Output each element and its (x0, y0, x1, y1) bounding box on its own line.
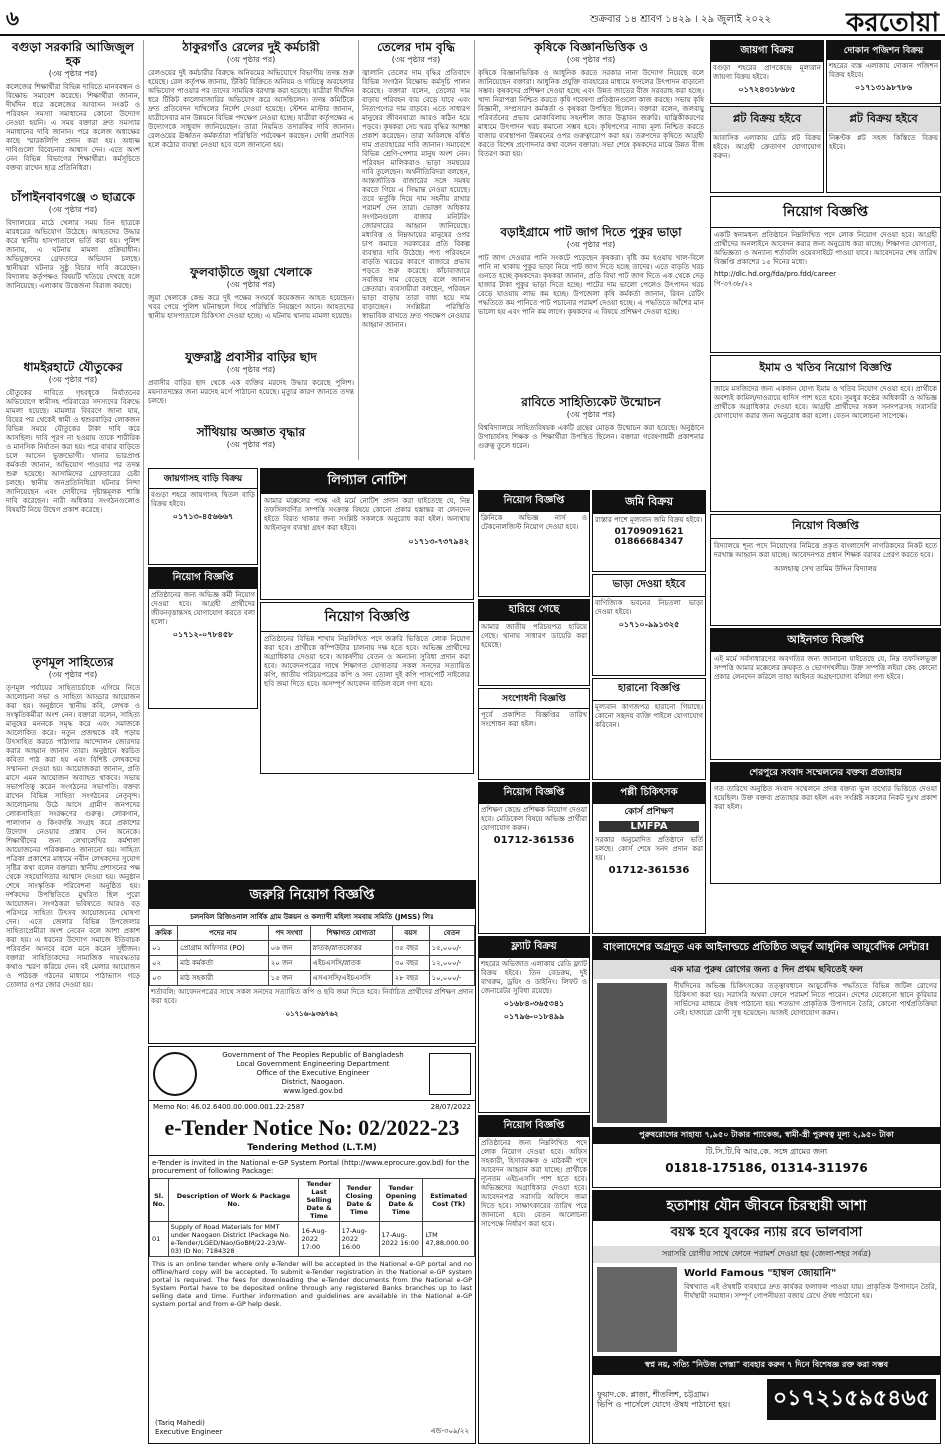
ad-niyog-left (148, 567, 258, 709)
ad-body: আবাসিক এলাকায় রেডি প্লট বিক্রয় হইবে। আগ্রহী ক্রেতাগণ যোগাযোগ করুন। (713, 134, 821, 160)
article-teler-dam (362, 40, 470, 460)
ad-vara (592, 574, 706, 676)
article-bogura-azizul-haque (6, 40, 140, 185)
ad-sherpur-press (710, 762, 941, 884)
tender-table (149, 1178, 475, 1257)
article-headline: তৃণমূল সাহিত্যের (32, 655, 114, 669)
article-rabi (478, 395, 704, 475)
article-headline: চাঁপাইনবাবগঞ্জে ৩ ছাত্রকে (11, 190, 135, 204)
signer-title: Executive Engineer (155, 1428, 223, 1436)
table-cell: ০৩ (150, 971, 178, 986)
table-cell: 17-Aug-2022 16:00 (339, 1222, 379, 1257)
memo-number: Memo No: 46.02.6400.00.000.001.22-2587 (153, 1103, 305, 1111)
ad-body: প্রশিক্ষণ কেন্দ্রে প্রশিক্ষক নিয়োগ দেওয়া হবে। মেডিকেল বিষয়ে অভিজ্ঞ প্রার্থীরা যোগাযোগ করুন। (481, 806, 587, 832)
ad-title: আইনগত বিজ্ঞপ্তি (711, 629, 940, 652)
ad-subtitle: চলনবিল রিজিওনাল সার্বিক গ্রাম উন্নয়ন ও কল্যাণী মহিলা সমবায় সমিতি (JMSS) লিঃ (190, 913, 434, 921)
portrait-icon (429, 1053, 471, 1095)
article-usa-probashi (148, 350, 354, 420)
article-body: যৌতুকের দাবিতে গৃহবধূকে নির্যাতনের অভিযোগে স্বামীসহ পরিবারের সদস্যদের বিরুদ্ধে মামলা হয়েছে। মামলার বিবরণে জানা যায়, বিয়ের পর থেকেই স্বামী ও শ্বশুরবাড়ির লোকজন বিভিন্ন সময়ে যৌতুকের টাকা দাবি করে আসছিল। দাবি পূরণ না হওয়ায় তাকে শারীরিক ও মানসিক নির্যাতন করা হয়। পরে বাবার বাড়িতে চলে আসেন ভুক্তভোগী। থানার ভারপ্রাপ্ত কর্মকর্তা জানান, অভিযোগ পাওয়ার পর তদন্ত শুরু হয়েছে। আসামিদের গ্রেফতারের চেষ্টা চলছে। স্থানীয় জনপ্রতিনিধিরা ঘটনার নিন্দা জানিয়েছেন এবং দোষীদের দৃষ্টান্তমূলক শাস্তি দাবি করেছেন। নারী অধিকার সংগঠনগুলোও বিষয়টি নিয়ে উদ্বেগ প্রকাশ করেছে। (6, 389, 140, 514)
ad-title: নিয়োগ বিজ্ঞপ্তি (261, 603, 473, 632)
table-header: শিক্ষাগত যোগ্যতা (310, 926, 392, 941)
table-row (150, 971, 475, 986)
ad-niyog-main (710, 196, 941, 353)
table-cell: এইচএসসি/স্নাতক (310, 956, 392, 971)
ad-title: হারানো বিজ্ঞপ্তি (593, 679, 705, 701)
table-cell: স্নাতক/স্নাতকোত্তর (310, 941, 392, 956)
column-divider (143, 40, 144, 880)
ad-songsodhoni (478, 688, 590, 780)
product-image (597, 983, 667, 1123)
table-header-row (150, 1179, 475, 1222)
article-boraigram (478, 225, 704, 390)
table-cell: 16-Aug-2022 17:00 (299, 1222, 339, 1257)
page-number: ৬ (6, 6, 20, 30)
ad-niyog-c5b (478, 782, 590, 934)
ad-polli-chikitsok (592, 782, 706, 934)
column-divider (474, 40, 475, 460)
ad-niyog-c5 (478, 490, 590, 597)
article-body: কলেজের শিক্ষার্থীরা বিভিন্ন দাবিতে মানববন্ধন ও বিক্ষোভ সমাবেশ করেছে। শিক্ষার্থীরা জানান, দীর্ঘদিন ধরে কলেজের আবাসন সংকট ও পরিবহন সমস্যা সমাধানের কোনো উদ্যোগ নেওয়া হয়নি। এ সময় বক্তারা দ্রুত সমস্যার সমাধানের দাবি জানান। পরে কলেজ অধ্যক্ষের কাছে স্মারকলিপি প্রদান করা হয়। অধ্যক্ষ দাবিগুলো বিবেচনার আশ্বাস দেন। এতে অংশ নেন বিভিন্ন বিভাগের শিক্ষার্থীরা। কর্মসূচিতে বক্তব্য রাখেন ছাত্র প্রতিনিধিরা। (6, 83, 140, 172)
ad-plot-bikroy-2 (826, 106, 941, 193)
article-continuation: (৩য় পৃষ্ঠার পর) (226, 365, 276, 374)
ad-body: বিশ্বখ্যাত এই ঔষধটি ব্যবহারে দ্রুত কার্যকর ফলাফল পাওয়া যায়। প্রাকৃতিক উপাদানে তৈরি, দীর্ঘস্থায়ী সমাধান। সম্পূর্ণ গোপনীয়তা বজায় রেখে ঔষধ পাঠানো হয়। (684, 1283, 937, 1300)
ad-phone-1: ০১৬৮৪-৩৬৫৩৪১ (503, 999, 565, 1008)
ad-body: নিষ্কণ্টক প্লট সহজ কিস্তিতে বিক্রয় হইবে। (829, 134, 938, 151)
ad-body: ক্লিনিকে অভিজ্ঞ নার্স ও টেকনোলজিস্ট নিয়োগ দেওয়া হবে। (481, 514, 587, 531)
ad-title: নিয়োগ বিজ্ঞপ্তি (149, 568, 257, 589)
ad-price: পুরুষরোগের সাহায্য ৭,৯৫০ টাকার প্যাকেজ, স্বামী-স্ত্রী পুরুষত্ব মূল্য ২,৯৫০ টাকা (593, 1127, 940, 1144)
tender-ref: এন্ড-৩০৯/২২ (430, 1427, 469, 1435)
ad-title: ভাড়া দেওয়া হইবে (593, 575, 705, 597)
ad-course-code: LMFPA (599, 821, 699, 832)
article-headline: বড়াইগ্রামে পাট জাগ দিতে পুকুর ভাড়া (500, 225, 682, 239)
ad-niyog-c5c (478, 1115, 590, 1444)
column-divider (358, 40, 359, 460)
article-body: বিশ্ববিদ্যালয়ে সাহিত্যবিষয়ক একটি গ্রন্থের মোড়ক উন্মোচন করা হয়েছে। অনুষ্ঠানে উপাচার্যসহ শিক্ষক ও শিক্ষার্থীরা উপস্থিত ছিলেন। বক্তারা গবেষণাধর্মী প্রকাশনার গুরুত্ব তুলে ধরেন। (478, 424, 704, 450)
article-body: তৃণমূল পর্যায়ের সাহিত্যচর্চাকে এগিয়ে নিতে আলোচনা সভা ও সাহিত্য আড্ডার আয়োজন করা হয়। অনুষ্ঠানে স্থানীয় কবি, লেখক ও সংস্কৃতিকর্মীরা অংশ নেন। বক্তারা বলেন, সাহিত্য মানুষের মননকে সমৃদ্ধ করে এবং সমাজকে আলোকিত করে। নতুন প্রজন্মকে বই পড়ায় উৎসাহিত করতে পাঠাগার আন্দোলন জোরদার করার আহ্বান জানান তারা। অনুষ্ঠানে স্বরচিত কবিতা পাঠ করা হয় এবং বিশিষ্ট লেখকদের সম্মাননা দেওয়া হয়। আয়োজকরা জানান, প্রতি মাসে এমন আয়োজন অব্যাহত থাকবে। সভায় সভাপতিত্ব করেন সংগঠনের সভাপতি। বক্তব্য রাখেন বিভিন্ন সাহিত্য সংগঠনের নেতৃবৃন্দ। আলোচনায় উঠে আসে গ্রামীণ জনপদের লোকসাহিত্য সংরক্ষণের গুরুত্ব। লোকগান, পালাগান ও কিংবদন্তি সংগ্রহ করে প্রকাশের উদ্যোগ নেওয়ার প্রস্তাব দেন অনেকে। শিক্ষার্থীদের জন্য লেখালেখির কর্মশালা আয়োজনের পরিকল্পনাও জানানো হয়। সাহিত্য পত্রিকা প্রকাশের মাধ্যমে নবীন লেখকদের সুযোগ সৃষ্টির কথা বলেন বক্তারা। স্থানীয় প্রশাসনের পক্ষ থেকে সহযোগিতার আশ্বাস দেওয়া হয়। অনুষ্ঠান শেষে সাংস্কৃতিক পরিবেশনা অনুষ্ঠিত হয়। দর্শকদের উপস্থিতিতে মুখরিত ছিল পুরো আয়োজন। সংগঠকরা ভবিষ্যতে আরও বড় পরিসরে সাহিত্য উৎসব আয়োজনের ঘোষণা দেন। এতে জেলার বিভিন্ন উপজেলার সাহিত্যপ্রেমীরা অংশ নেবেন বলে আশা প্রকাশ করা হয়। এ ধরনের উদ্যোগ সমাজে ইতিবাচক পরিবর্তন আনবে বলে মনে করেন সুধীজন। বক্তারা সাহিত্যিকদের সামাজিক দায়বদ্ধতার কথাও স্মরণ করিয়ে দেন। বই মেলার আয়োজন ও পাঠচক্র গঠনের মাধ্যমে পাঠাভ্যাস গড়ে তোলার ওপর জোর দেওয়া হয়। (6, 684, 140, 989)
ad-body: পূর্বে প্রকাশিত বিজ্ঞপ্তির তারিখ সংশোধন করা হইল। (481, 711, 587, 728)
ad-line: সরাসরি রোগীর সাথে ফোনে পরামর্শ দেওয়া হয় (জেলা-শহর সর্বত্র) (593, 1246, 940, 1263)
article-body: বিদ্যালয়ের মাঠে খেলার সময় তিন ছাত্রকে মারধরের অভিযোগ উঠেছে। আহতদের উদ্ধার করে স্থানীয় হাসপাতালে ভর্তি করা হয়। পুলিশ জানায়, এ ঘটনায় মামলা প্রক্রিয়াধীন। অভিযুক্তদের গ্রেফতারে অভিযান চলছে। স্থানীয়রা ঘটনার সুষ্ঠু বিচার দাবি করেছেন। বিদ্যালয় কর্তৃপক্ষও বিষয়টি খতিয়ে দেখছে বলে জানিয়েছে। এলাকায় উত্তেজনা বিরাজ করছে। (6, 219, 140, 290)
ad-body: আমার জাতীয় পরিচয়পত্র হারিয়ে গেছে। থানায় সাধারণ ডায়েরি করা হয়েছে। (481, 623, 587, 649)
ad-harano (592, 678, 706, 780)
article-continuation: (৩য় পৃষ্ঠার পর) (226, 280, 276, 289)
ad-phone-2: ০১৭৯৬-০১৮৪৯৯ (503, 1012, 565, 1021)
table-cell: ১২,০০০/- (429, 956, 474, 971)
table-row (150, 941, 475, 956)
article-continuation: (৩য় পৃষ্ঠার পর) (566, 55, 616, 64)
ad-hotasha (592, 1190, 941, 1444)
table-header: Description of Work & Package No. (168, 1179, 299, 1222)
table-cell: এসএসসি/এইচএসসি (310, 971, 392, 986)
article-headline: কৃষিকে বিজ্ঞানভিত্তিক ও (534, 40, 648, 54)
ad-body: এই মর্মে সর্বসাধারণের অবগতির জন্য জানানো যাইতেছে যে, নিম্ন তফসিলভুক্ত সম্পত্তি আমার মক্কেলের ক্রয়কৃত ও ভোগদখলীয়। উক্ত সম্পত্তি লইয়া কেহ কোনো প্রকার লেনদেন করিলে তাহা আইনত অগ্রহণযোগ্য বলিয়া গণ্য হইবে। (714, 655, 937, 681)
ad-title: জায়গা বিক্রয় (711, 41, 823, 62)
table-cell: ১০,০০০/- (429, 971, 474, 986)
table-cell: ৩৫ বছর (392, 941, 429, 956)
tender-header (149, 1047, 475, 1101)
article-fulbari (148, 265, 354, 345)
ad-title: হারিয়ে গেছে (479, 600, 589, 621)
table-header: বয়স (392, 926, 429, 941)
ad-address: ফুয়াদ.কে. প্লাজা, শীতলিশ, চট্টগ্রাম। (597, 1389, 709, 1399)
tender-date: 28/07/2022 (430, 1103, 471, 1111)
ad-body: বগুড়া শহরের প্রাণকেন্দ্রে মূল্যবান জায়গা বিক্রয় হইবে। (713, 64, 821, 81)
ad-legal-notice (260, 468, 474, 600)
ad-imam-khatib (710, 355, 941, 512)
page-header (0, 0, 945, 36)
article-headline: ঠাকুরগাঁও রেলের দুই কর্মচারী (182, 40, 320, 54)
table-cell: ০৬ জন (268, 941, 310, 956)
ad-harie-geche (478, 599, 590, 686)
table-cell: ১৫ জন (268, 971, 310, 986)
ad-body: দীর্ঘদিনের অভিজ্ঞ চিকিৎসকের তত্ত্বাবধানে আয়ুর্বেদিক পদ্ধতিতে বিভিন্ন জটিল রোগের চিকিৎসা করা হয়। সরাসরি অথবা ফোনে পরামর্শ নিতে পারেন। দেশের যেকোনো স্থানে কুরিয়ার সার্ভিসের মাধ্যমে ঔষধ পাঠানো হয়। শতভাগ প্রাকৃতিক উপাদানে তৈরি, কোনো পার্শ্বপ্রতিক্রিয়া নেই। হাজারো রোগী সুস্থ হয়েছেন। আজই যোগাযোগ করুন। (674, 982, 937, 1017)
article-krishi (478, 40, 704, 220)
ad-phone: 01818-175186, 01314-311976 (665, 1161, 868, 1175)
ad-body: প্রতিষ্ঠানের বিভিন্ন শাখায় নিম্নলিখিত পদে জরুরি ভিত্তিতে লোক নিয়োগ করা হবে। প্রার্থীকে কম্পিউটার চালনায় দক্ষ হতে হবে। অভিজ্ঞ প্রার্থীদের অগ্রাধিকার দেওয়া হবে। আকর্ষণীয় বেতন ও অন্যান্য সুবিধা প্রদান করা হবে। আবেদনপত্রের সাথে শিক্ষাগত যোগ্যতার সকল সনদের সত্যায়িত কপি, জাতীয় পরিচয়পত্রের কপি ও সদ্য তোলা দুই কপি পাসপোর্ট সাইজের ছবি জমা দিতে হবে। অসম্পূর্ণ আবেদন বাতিল বলে গণ্য হবে। (264, 635, 470, 688)
ad-jayga-bikroy (710, 40, 824, 104)
ad-title: ফ্ল্যাট বিক্রয় (479, 937, 589, 958)
ad-title: নিয়োগ বিজ্ঞপ্তি (711, 515, 940, 539)
ad-strip: স্বপ্ন নয়, সত্যি "নিউজ পেস্তা" ব্যবহার করুন ৭ দিনে বিশেষজ্ঞ রক্ত করা সম্ভব (593, 1356, 940, 1375)
gov-line-2: Local Government Engineering Department (236, 1060, 390, 1068)
table-cell: ১৫,০০০/- (429, 941, 474, 956)
ad-url: http://dlc.hd.org/fda/pro.fdd/career (714, 270, 837, 278)
ad-title: দোকান পজিশন বিক্রয় (827, 41, 940, 60)
article-continuation: (৩য় পৃষ্ঠার পর) (48, 375, 98, 384)
table-row (150, 1222, 475, 1257)
ad-body: শহরের অভিজাত এলাকায় রেডি ফ্ল্যাট বিক্রয় হইবে। তিন বেডরুম, দুই বাথরুম, ড্রয়িং ও ডাইনিং। লিফট ও জেনারেটর সুবিধা রয়েছে। (481, 960, 587, 995)
table-cell: ২৮ বছর (392, 971, 429, 986)
ad-jaygasoh-bari (148, 468, 258, 565)
table-cell: ২০ জন (268, 956, 310, 971)
ad-phone: 01712-361536 (608, 865, 690, 876)
article-headline: রাবিতে সাহিত্যিকেট উন্মোচন (521, 395, 661, 409)
table-cell: 17-Aug-2022 16:00 (379, 1222, 423, 1257)
table-header: Tender Closing Date & Time (339, 1179, 379, 1222)
ad-title: বাংলাদেশের অগ্রদূত এক আইনাল্ডচে প্রতিষ্ঠিত অভূর্ব আধুনিক আয়ুর্বেদিক সেন্টার! (593, 937, 940, 960)
table-cell: ৩০ বছর (392, 956, 429, 971)
ad-title: জমি বিক্রয় (593, 491, 705, 514)
table-header: Estimated Cost (Tk) (423, 1179, 475, 1222)
article-continuation: (৩য় পৃষ্ঠার পর) (226, 55, 276, 64)
ad-subtitle: এক মাত্র পুরুষ রোগের জন্য ৫ দিন প্রথম ছবিতেই ফল (593, 960, 940, 979)
table-cell: ০১ (150, 941, 178, 956)
ad-title: নিয়োগ বিজ্ঞপ্তি (711, 197, 940, 228)
ad-body: বিদ্যালয়ে শূন্য পদে নিয়োগের নিমিত্তে প্রকৃত বাংলাদেশি নাগরিকদের নিকট হতে দরখাস্ত আহ্বান করা যাচ্ছে। আবেদনপত্র প্রধান শিক্ষক বরাবর প্রেরণ করতে হবে। (714, 542, 937, 559)
tender-body: This is an online tender where only e-Tender will be accepted in the National e-GP portal and no offline/hard copy will be accepted. To submit e-Tender registration in the National e-GP system portal is required. The fees for downloading the e-Tender documents from the National e-GP System Portal have to be deposited online through any registered Banks branches up to last selling date and time. Further information and guidelines are available in the National e-GP system portal and from e-GP help desk. (152, 1260, 472, 1308)
table-header: পদ সংখ্যা (268, 926, 310, 941)
ad-phone: 01712-361536 (493, 835, 575, 846)
article-chapainawabganj (6, 190, 140, 355)
ad-title: নিয়োগ বিজ্ঞপ্তি (479, 491, 589, 512)
ad-body: একটি স্বনামধন্য প্রতিষ্ঠানে নিম্নলিখিত পদে লোক নিয়োগ দেওয়া হবে। আগ্রহী প্রার্থীদের অনলাইনে আবেদন করার জন্য অনুরোধ করা যাচ্ছে। শিক্ষাগত যোগ্যতা, অভিজ্ঞতা ও অন্যান্য শর্তাবলি ওয়েবসাইটে পাওয়া যাবে। আবেদনের শেষ তারিখ বিজ্ঞপ্তি প্রকাশের ১৫ দিনের মধ্যে। (714, 231, 937, 266)
issue-date: শুক্রবার ১৪ শ্রাবণ ১৪২৯ । ২৯ জুলাই ২০২২ (590, 14, 771, 25)
tender-title: e-Tender Notice No: 02/2022-23 (164, 1115, 460, 1140)
ad-phone: ০১৭১৩১৯৮৭৮৬ (854, 83, 913, 92)
article-continuation: (৩য় পৃষ্ঠার পর) (226, 440, 276, 449)
ad-subtitle: বয়স্ক হবে যুবকের ন্যায় রবে ভালবাসা (670, 1225, 863, 1240)
ad-title: হতাশায় যৌন জীবনে চিরস্থায়ী আশা (593, 1191, 940, 1221)
masthead: করতোয়া (846, 8, 939, 38)
ad-title: সংশোধনী বিজ্ঞপ্তি (479, 689, 589, 709)
table-header: Tender Last Selling Date & Time (299, 1179, 339, 1222)
jmss-table (149, 925, 475, 986)
table-cell: Supply of Road Materials for MMT under Naogaon District (Package No. e-Tender/LGED/Nao/GoBM/22-23/W-03) ID No: 7184328 (168, 1222, 299, 1257)
ad-subtitle: কোর্স প্রশিক্ষণ (624, 807, 674, 817)
bangladesh-emblem-icon (153, 1052, 197, 1096)
ad-jomi-bikroy (592, 490, 706, 572)
article-headline: ফুলবাড়ীতে জুয়া খেলাকে (190, 265, 312, 279)
ad-lged-etender (148, 1046, 476, 1444)
ad-delivery: ভিপি ও পার্সেলে যোগে ঔষধ পাঠানো হয়। (597, 1399, 731, 1409)
gov-line-1: Government of The Peoples Republic of Bangladesh (222, 1051, 404, 1059)
ad-title: লিগ্যাল নোটিশ (261, 469, 473, 494)
ad-title: জায়গাসহ বাড়ি বিক্রয় (149, 469, 257, 489)
article-headline: যুক্তরাষ্ট্র প্রবাসীর বাড়ির ছাদ (185, 350, 317, 364)
article-body: রেলওয়ের দুই কর্মচারীর বিরুদ্ধে অনিয়মের অভিযোগে বিভাগীয় তদন্ত শুরু হয়েছে। রেল কর্তৃপক্ষ জানায়, টিকিট বিক্রিতে অনিয়ম ও দায়িত্বে অবহেলার অভিযোগ পাওয়ার পর তাদের সাময়িক বরখাস্ত করা হয়েছে। যাত্রীরা দীর্ঘদিন ধরে টিকিট কালোবাজারির অভিযোগ করে আসছিলেন। তদন্ত কমিটিকে দ্রুত প্রতিবেদন দাখিলের নির্দেশ দেওয়া হয়েছে। স্টেশন মাস্টার জানান, যাত্রীসেবার মান উন্নয়নে বিভিন্ন পদক্ষেপ নেওয়া হচ্ছে। যাত্রীরা কর্তৃপক্ষের এ উদ্যোগকে সাধুবাদ জানিয়েছেন। তারা নিয়মিত তদারকির দাবি জানান। রেলওয়ের ঊর্ধ্বতন কর্মকর্তারা পরিস্থিতি পর্যবেক্ষণ করছেন। দোষী প্রমাণিত হলে কঠোর ব্যবস্থা নেওয়া হবে বলে জানানো হয়। (148, 69, 354, 149)
article-body: প্রবাসীর বাড়ির ছাদ থেকে এক ব্যক্তির মরদেহ উদ্ধার করেছে পুলিশ। ময়নাতদন্তের জন্য মরদেহ মর্গে পাঠানো হয়েছে। মৃত্যুর কারণ জানতে তদন্ত চলছে। (148, 379, 354, 405)
tender-method: Tendering Method (L.T.M) (149, 1143, 475, 1156)
ad-title: প্লট বিক্রয় হইবে (827, 107, 940, 132)
article-headline: তেলের দাম বৃদ্ধি (377, 40, 455, 54)
signer-name: (Tariq Mahedi) (155, 1419, 205, 1427)
ad-phone: ০১৭১০-৯৯১৩২৫ (618, 620, 680, 629)
ad-brand: World Famous "হাম্বল জোয়ানি" (684, 1268, 837, 1279)
article-trinomul-sahitya (6, 655, 140, 1440)
article-continuation: (৩য় পৃষ্ঠার পর) (566, 410, 616, 419)
ad-plot-bikroy-1 (710, 106, 824, 193)
ad-title: শেরপুরে সংবাদ সম্মেলনের বক্তব্য প্রত্যাহার (711, 763, 940, 782)
ad-title: ইমাম ও খতিব নিয়োগ বিজ্ঞপ্তি (711, 356, 940, 382)
table-cell: LTM 47,88,000.00 (423, 1222, 475, 1257)
article-body: জ্বালানি তেলের দাম বৃদ্ধির প্রতিবাদে বিভিন্ন সংগঠন বিক্ষোভ কর্মসূচি পালন করেছে। বক্তারা বলেন, তেলের দাম বাড়ায় পরিবহন ব্যয় বেড়ে যাবে এবং নিত্যপণ্যের দাম বাড়বে। এতে সাধারণ মানুষের জীবনযাত্রা আরও কঠিন হয়ে পড়বে। কৃষকরা সেচ খরচ বৃদ্ধির আশঙ্কা প্রকাশ করেছেন। তারা অবিলম্বে বর্ধিত দাম প্রত্যাহারের দাবি জানান। সমাবেশে বিভিন্ন শ্রেণি-পেশার মানুষ অংশ নেন। পরিবহন মালিকরাও ভাড়া সমন্বয়ের দাবি তুলেছেন। অর্থনীতিবিদরা বলছেন, আন্তর্জাতিক বাজারের সঙ্গে সমন্বয় করতে গিয়ে এ সিদ্ধান্ত নেওয়া হয়েছে। তবে ভর্তুকি দিয়ে দাম সহনীয় রাখার পরামর্শ দেন তারা। ভোক্তা অধিকার সংগঠনগুলো বাজার মনিটরিং জোরদারের আহ্বান জানিয়েছে। মধ্যবিত্ত ও নিম্নআয়ের মানুষের ওপর চাপ কমাতে সরকারের প্রতি বিকল্প ব্যবস্থার দাবি উঠেছে। পণ্য পরিবহনে বাড়তি খরচের কারণে বাজারে প্রভাব পড়তে শুরু করেছে। কাঁচাবাজারে সবজির দাম বেড়েছে বলে জানান ক্রেতারা। ব্যবসায়ীরা বলছেন, পরিবহন ভাড়া বাড়ায় তারা বাধ্য হয়ে দাম বাড়াচ্ছেন। সংশ্লিষ্টরা পরিস্থিতি স্বাভাবিক রাখতে দ্রুত পদক্ষেপ নেওয়ার আহ্বান জানান। (362, 69, 470, 329)
article-body: কৃষিকে বিজ্ঞানভিত্তিক ও আধুনিক করতে সরকার নানা উদ্যোগ নিয়েছে বলে জানিয়েছেন বক্তারা। আধুনিক প্রযুক্তি ব্যবহারের মাধ্যমে ফসলের উৎপাদন বাড়ানো সম্ভব। কৃষকদের প্রশিক্ষণ দেওয়া হচ্ছে এবং উন্নত জাতের বীজ সরবরাহ করা হচ্ছে। খাদ্য নিরাপত্তা নিশ্চিত করতে কৃষি গবেষণা প্রতিষ্ঠানগুলো কাজ করছে। সভায় কৃষি বিজ্ঞানী, সম্প্রসারণ কর্মকর্তা ও কৃষকরা উপস্থিত ছিলেন। বক্তারা বলেন, জলবায়ু পরিবর্তনের প্রভাব মোকাবিলায় সহনশীল জাত উদ্ভাবন জরুরি। যান্ত্রিকীকরণের মাধ্যমে উৎপাদন খরচ কমানো সম্ভব হবে। কৃষিপণ্যের ন্যায্য মূল্য নিশ্চিত করতে বাজার ব্যবস্থাপনা উন্নয়নের ওপর গুরুত্বারোপ করা হয়। তরুণদের কৃষিতে আগ্রহী করতে বিশেষ প্রণোদনার কথা বলেন বক্তারা। সভা শেষে কৃষকদের মাঝে উন্নত বীজ বিতরণ করা হয়। (478, 69, 704, 158)
tender-intro: e-Tender is invited in the National e-GP System Portal (http://www.eprocure.gov.bd) for the procurement of following Package: (152, 1159, 470, 1175)
ad-phone: ০১৭২৪৩১৮৬৮৫ (738, 85, 796, 94)
ad-title: নিয়োগ বিজ্ঞপ্তি (479, 1116, 589, 1137)
ad-body: গত তারিখে অনুষ্ঠিত সংবাদ সম্মেলনে প্রদত্ত বক্তব্য ভুল তথ্যের ভিত্তিতে দেওয়া হয়েছিল। উক্ত বক্তব্য প্রত্যাহার করা হইল এবং সংশ্লিষ্ট সকলের নিকট দুঃখ প্রকাশ করা হইল। (714, 785, 937, 811)
table-row (150, 956, 475, 971)
table-header: Tender Opening Date & Time (379, 1179, 423, 1222)
ad-body: শর্তাবলি: আবেদনপত্রের সাথে সকল সনদের সত্যায়িত কপি ও ছবি জমা দিতে হবে। নির্বাচিত প্রার্থীদের প্রশিক্ষণ প্রদান করা হবে। (151, 988, 473, 1005)
table-cell: ০২ (150, 956, 178, 971)
ad-phone: ০১৭১৩-৪৫৬৬৬৭ (172, 512, 234, 521)
ad-flat-bikroy (478, 936, 590, 1113)
ad-body: শহরের ব্যস্ত এলাকায় দোকান পজিশন বিক্রয় হইবে। (829, 62, 938, 79)
ad-body: প্রতিষ্ঠানের জন্য নিম্নলিখিত পদে লোক নিয়োগ দেওয়া হবে। অফিস সহকারী, হিসাবরক্ষক ও মাঠকর্মী পদে আবেদন আহ্বান করা যাচ্ছে। প্রার্থীকে ন্যূনতম এইচএসসি পাশ হতে হবে। অভিজ্ঞদের অগ্রাধিকার দেওয়া হবে। আবেদনপত্র সরাসরি অফিসে জমা দিতে হবে। সাক্ষাৎকারের তারিখ পরে জানানো হবে। বেতন আলোচনা সাপেক্ষে নির্ধারণ করা হবে। (481, 1139, 587, 1228)
ad-niyog-school (710, 514, 941, 626)
article-continuation: (৩য় পৃষ্ঠার পর) (48, 69, 98, 78)
article-santhia (148, 425, 354, 465)
ad-title: নিয়োগ বিজ্ঞপ্তি (479, 783, 589, 804)
article-headline: ধামইরহাটে যৌতুকের (23, 360, 123, 374)
ad-body: প্রতিষ্ঠানের জন্য অভিজ্ঞ কর্মী নিয়োগ দেওয়া হবে। আগ্রহী প্রার্থীদের জীবনবৃত্তান্তসহ যোগাযোগ করতে বলা হলো। (151, 591, 256, 626)
ad-body: জামে মসজিদের জন্য একজন যোগ্য ইমাম ও খতিব নিয়োগ দেওয়া হবে। প্রার্থীকে অবশ্যই কামিল/দাওরায়ে হাদিস পাশ হতে হবে। সুমধুর কণ্ঠের অধিকারী ও অভিজ্ঞ প্রার্থীকে অগ্রাধিকার দেওয়া হবে। আগ্রহী প্রার্থীদের সকল সনদপত্রসহ সরাসরি যোগাযোগ করার জন্য অনুরোধ করা হলো। বেতন আলোচনা সাপেক্ষে। (714, 385, 937, 420)
article-headline: সাঁথিয়ায় অজ্ঞাত বৃদ্ধার (196, 425, 306, 439)
article-continuation: (৩য় পৃষ্ঠার পর) (48, 670, 98, 679)
product-image (597, 1267, 677, 1352)
ad-ayurvedic-center (592, 936, 941, 1188)
article-body: পাট জাগ দেওয়ার পানি সংকটে পড়েছেন কৃষকরা। বৃষ্টি কম হওয়ায় খাল-বিলে পানি না থাকায় পুকুর ভাড়া নিয়ে পাট জাগ দিতে হচ্ছে তাদের। এতে বাড়তি খরচ গুনতে হচ্ছে কৃষকদের। কৃষকরা জানান, প্রতি বিঘা পাট জাগ দিতে এক থেকে দেড় হাজার টাকা পুকুর ভাড়া দিতে হচ্ছে। পাটের দাম ভালো পেলেও উৎপাদন খরচ বেড়ে যাওয়ায় লাভ কম হচ্ছে। উপজেলা কৃষি কর্মকর্তা জানান, রিবন রেটিং পদ্ধতিতে কম পানিতে পাট পচানোর পরামর্শ দেওয়া হচ্ছে। এ পদ্ধতিতে আঁশের মান ভালো হয় এবং পানি কম লাগে। কৃষকদের এ বিষয়ে প্রশিক্ষণ দেওয়া হচ্ছে। (478, 254, 704, 316)
ad-phone: ০১৭১৬-৯৩৬৭৬২ (285, 1010, 339, 1018)
table-header-row (150, 926, 475, 941)
article-thakurgaon-rail (148, 40, 354, 260)
article-body: জুয়া খেলাকে কেন্দ্র করে দুই পক্ষের সংঘর্ষে কয়েকজন আহত হয়েছেন। খবর পেয়ে পুলিশ ঘটনাস্থলে গিয়ে পরিস্থিতি নিয়ন্ত্রণে আনে। আহতদের স্থানীয় হাসপাতালে চিকিৎসা দেওয়া হচ্ছে। এ ঘটনায় থানায় মামলা হয়েছে। (148, 294, 354, 320)
table-cell: প্রোগ্রাম অফিসার (PO) (178, 941, 269, 956)
ad-jmss-niyog (148, 880, 476, 1044)
ad-signer: আলহাজ্ব সেখ তামিম উদ্দিন বিদ্যালয় (774, 565, 877, 573)
ad-title: পল্লী চিকিৎসক (593, 783, 705, 804)
article-continuation: (৩য় পৃষ্ঠার পর) (566, 240, 616, 249)
ad-dokan-position (826, 40, 941, 104)
ad-body: বগুড়া শহরে জায়গাসহ দ্বিতল বাড়ি বিক্রয় হইবে। (151, 491, 255, 508)
ad-phone-2: 01866684347 (614, 537, 684, 547)
ad-body: বাণিজ্যিক ভবনের নিচতলা ভাড়া দেওয়া হইবে। (595, 599, 703, 616)
table-cell: 01 (150, 1222, 169, 1257)
ad-body: আমার মক্কেলের পক্ষে এই মর্মে নোটিশ প্রদান করা যাইতেছে যে, নিম্ন তফসিলবর্ণিত সম্পত্তি সংক্রান্ত বিষয়ে কোনো প্রকার হস্তান্তর বা লেনদেন হইতে বিরত থাকার জন্য সংশ্লিষ্ট সকলকে অনুরোধ করা হইল। অন্যথায় আইনানুগ ব্যবস্থা গ্রহণ করা হইবে। (264, 497, 470, 532)
ad-phone: ০১৭২১৫৯৫৪৬৫ (767, 1379, 936, 1420)
ad-ainagata (710, 628, 941, 760)
gov-url: www.lged.gov.bd (283, 1087, 343, 1095)
ad-ref: পি-৩৭৩৮/২২ (714, 280, 753, 288)
gov-line-3: Office of the Executive Engineer (256, 1069, 370, 1077)
ad-body: সরকার অনুমোদিত প্রতিষ্ঠানে ভর্তি চলছে। কোর্স শেষে সনদ প্রদান করা হয়। (595, 836, 703, 862)
ad-title: প্লট বিক্রয় হইবে (711, 107, 823, 132)
ad-niyog-mid (260, 602, 474, 774)
table-header: Sl. No. (150, 1179, 169, 1222)
ad-phone-1: 01709091621 (614, 527, 684, 537)
table-header: বেতন (429, 926, 474, 941)
ad-offer: টি.সি.টি.বি আর.কে. সঙ্গে গ্রামের জন্য (705, 1147, 828, 1156)
table-header: পদের নাম (178, 926, 269, 941)
article-continuation: (৩য় পৃষ্ঠার পর) (48, 205, 98, 214)
ad-body: রাস্তার পাশে মূল্যবান জমি বিক্রয় হইবে। (595, 516, 703, 524)
article-continuation: (৩য় পৃষ্ঠার পর) (391, 55, 441, 64)
table-header: ক্রমিক (150, 926, 178, 941)
table-cell: মাঠ কর্মকর্তা (178, 956, 269, 971)
ad-phone: ০১৭১৩-৭৩৭৯৪২ (408, 537, 469, 546)
ad-phone: ০১৭১২-০৭৮৪৫৮ (172, 630, 234, 639)
ad-body: মূল্যবান কাগজপত্র হারানো গিয়াছে। কোনো সহৃদয় ব্যক্তি পাইলে যোগাযোগ করিবেন। (595, 703, 703, 729)
article-dhamoirhat (6, 360, 140, 650)
table-cell: মাঠ সহকারী (178, 971, 269, 986)
gov-line-4: District, Naogaon. (281, 1078, 345, 1086)
ad-title: জরুরি নিয়োগ বিজ্ঞপ্তি (149, 881, 475, 909)
article-headline: বগুড়া সরকারি আজিজুল হক (11, 40, 134, 68)
